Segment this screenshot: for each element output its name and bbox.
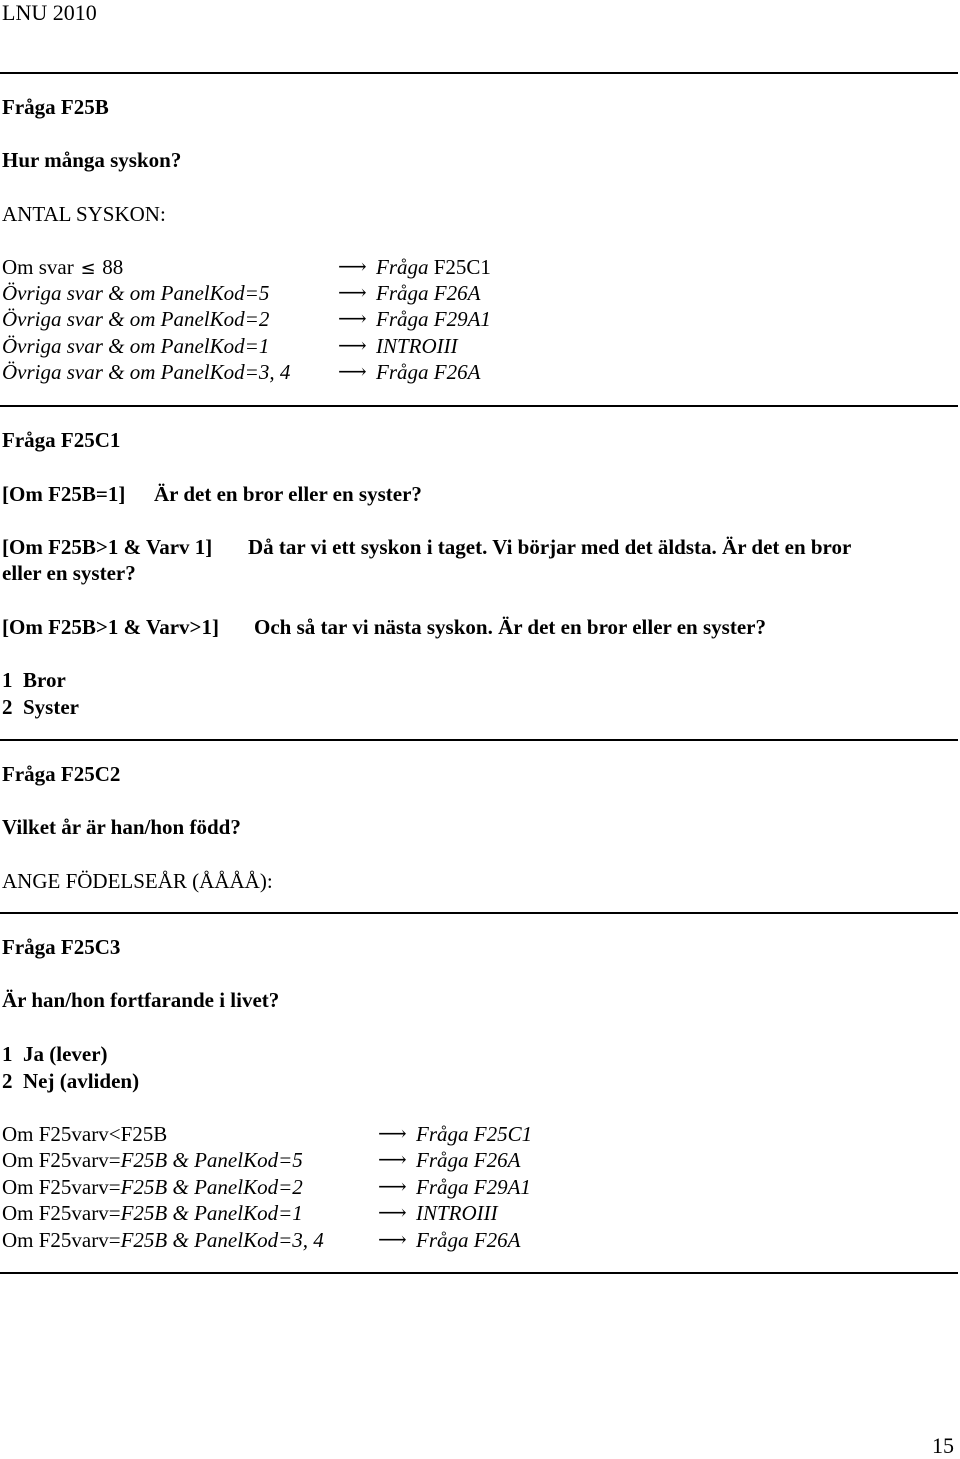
document-header-title: LNU 2010 — [2, 0, 97, 25]
routing-condition-text: Om svar — [2, 255, 74, 279]
right-arrow-icon: ⟶ — [378, 1149, 407, 1171]
answer-label: Bror — [23, 668, 66, 692]
routing-condition-text: Om F25varv= — [2, 1201, 121, 1225]
section-divider — [0, 405, 958, 407]
section-divider — [0, 1272, 958, 1274]
right-arrow-icon: ⟶ — [338, 282, 367, 304]
routing-condition-text: Om F25varv= — [2, 1148, 121, 1172]
answer-label: Nej (avliden) — [23, 1069, 140, 1093]
routing-condition-detail: F25B & PanelKod=1 — [120, 1201, 303, 1225]
routing-condition — [2, 1201, 303, 1226]
routing-condition-text: Om F25varv= — [2, 1228, 121, 1252]
question-text: Är det en bror eller en syster? — [154, 482, 422, 506]
routing-condition-detail: F25B & PanelKod=2 — [120, 1175, 303, 1199]
routing-target: Fråga F29A1 — [416, 1175, 531, 1199]
routing-condition-text: Om F25varv= — [2, 1175, 121, 1199]
question-text-f25c2: Vilket år är han/hon född? — [2, 815, 241, 839]
condition-label: [Om F25B=1] — [2, 482, 126, 506]
routing-target: INTROIII — [376, 334, 458, 358]
answer-option — [2, 1069, 139, 1094]
routing-condition: Övriga svar & om PanelKod=1 — [2, 334, 270, 358]
routing-target: INTROIII — [416, 1201, 498, 1225]
right-arrow-icon: ⟶ — [338, 335, 367, 357]
routing-condition — [2, 255, 123, 280]
routing-condition — [2, 1122, 167, 1147]
instruction-f25c2: ANGE FÖDELSEÅR (ÅÅÅÅ): — [2, 869, 273, 893]
instruction-f25b: ANTAL SYSKON: — [2, 202, 166, 226]
header-divider — [0, 72, 958, 74]
routing-condition: Övriga svar & om PanelKod=5 — [2, 281, 270, 305]
answer-code: 2 — [2, 1069, 13, 1093]
answer-option — [2, 695, 79, 720]
right-arrow-icon: ⟶ — [338, 308, 367, 330]
condition-label: [Om F25B>1 & Varv>1] — [2, 615, 220, 639]
answer-option — [2, 1042, 108, 1067]
section-divider — [0, 912, 958, 914]
answer-label: Ja (lever) — [23, 1042, 108, 1066]
routing-target-prefix: Fråga — [376, 255, 429, 279]
routing-target: Fråga F25C1 — [416, 1122, 533, 1146]
right-arrow-icon: ⟶ — [378, 1176, 407, 1198]
right-arrow-icon: ⟶ — [378, 1229, 407, 1251]
page-number: 15 — [932, 1433, 954, 1458]
routing-condition-text: Om F25varv<F25B — [2, 1122, 168, 1146]
routing-condition — [2, 1148, 303, 1173]
answer-code: 1 — [2, 1042, 13, 1066]
answer-label: Syster — [23, 695, 79, 719]
section-divider — [0, 739, 958, 741]
question-heading-f25b: Fråga F25B — [2, 95, 109, 119]
right-arrow-icon: ⟶ — [338, 256, 367, 278]
routing-target: Fråga F26A — [416, 1148, 521, 1172]
routing-target: Fråga F29A1 — [376, 307, 491, 331]
less-equal-symbol: ≤ — [80, 258, 96, 279]
routing-condition-value: 88 — [102, 255, 124, 279]
question-heading-f25c1: Fråga F25C1 — [2, 428, 121, 452]
routing-condition: Övriga svar & om PanelKod=3, 4 — [2, 360, 291, 384]
question-text: Och så tar vi nästa syskon. Är det en bror eller en syster? — [254, 615, 766, 639]
answer-code: 2 — [2, 695, 13, 719]
question-heading-f25c2: Fråga F25C2 — [2, 762, 121, 786]
question-text-f25c3: Är han/hon fortfarande i livet? — [2, 988, 280, 1012]
right-arrow-icon: ⟶ — [338, 361, 367, 383]
right-arrow-icon: ⟶ — [378, 1202, 407, 1224]
routing-condition — [2, 1175, 303, 1200]
question-heading-f25c3: Fråga F25C3 — [2, 935, 121, 959]
routing-target — [376, 255, 491, 280]
routing-target-code: F25C1 — [433, 255, 491, 279]
routing-condition — [2, 1228, 324, 1253]
routing-target: Fråga F26A — [416, 1228, 521, 1252]
routing-condition: Övriga svar & om PanelKod=2 — [2, 307, 270, 331]
routing-target: Fråga F26A — [376, 281, 481, 305]
answer-code: 1 — [2, 668, 13, 692]
question-text: Då tar vi ett syskon i taget. Vi börjar med det äldsta. Är det en bror — [248, 535, 852, 559]
question-text-f25b: Hur många syskon? — [2, 148, 182, 172]
question-text-continued: eller en syster? — [2, 561, 136, 585]
routing-condition-detail: F25B & PanelKod=3, 4 — [120, 1228, 324, 1252]
routing-target: Fråga F26A — [376, 360, 481, 384]
right-arrow-icon: ⟶ — [378, 1123, 407, 1145]
routing-condition-detail: F25B & PanelKod=5 — [120, 1148, 303, 1172]
answer-option — [2, 668, 66, 693]
condition-label: [Om F25B>1 & Varv 1] — [2, 535, 213, 559]
